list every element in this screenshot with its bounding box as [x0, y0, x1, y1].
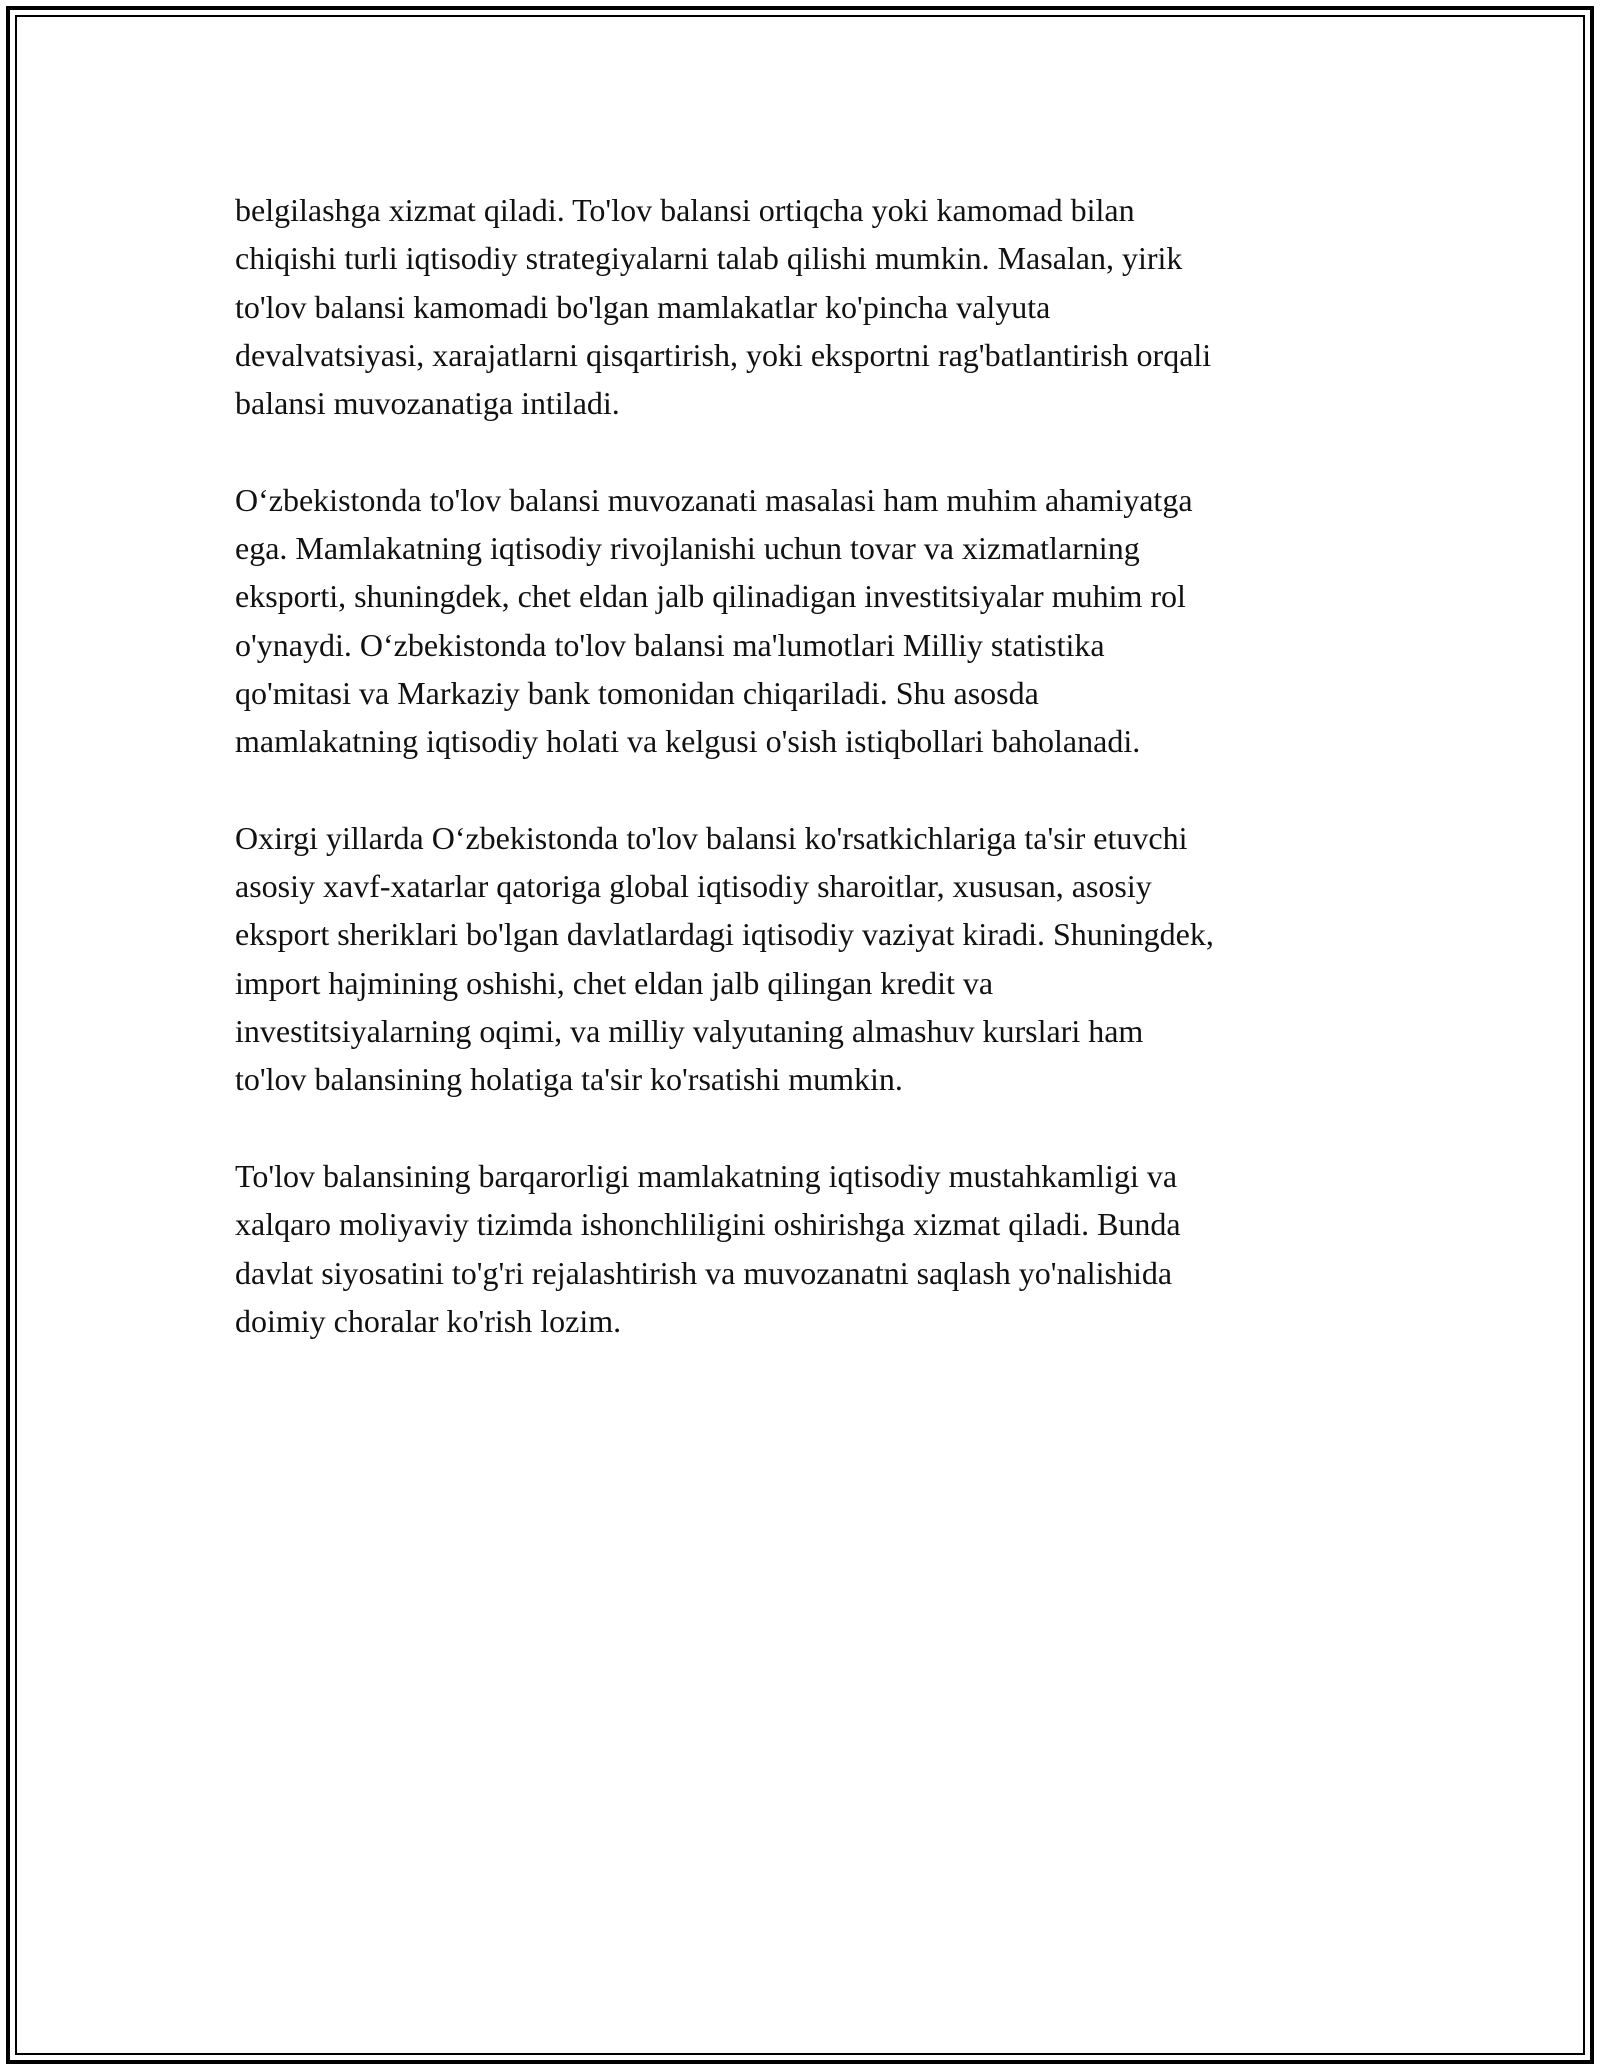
paragraph-3: Oxirgi yillarda O‘zbekistonda to'lov balansi ko'rsatkichlariga ta'sir etuvchi asosiy xavf-xatarlar qatoriga global iqtisodiy sharoitlar, xususan, asosiy eksport sheriklari bo'lgan davlatlardagi iqtisodiy vaziyat kiradi. Shuningdek, import hajmining oshishi, chet eldan jalb qilingan kredit va investitsiyalarning oqimi, va milliy valyutaning almashuv kurslari ham to'lov balansining holatiga ta'sir ko'rsatishi mumkin.: [235, 819, 1214, 1098]
paragraph-1: belgilashga xizmat qiladi. To'lov balansi ortiqcha yoki kamomad bilan chiqishi turli iqtisodiy strategiyalarni talab qilishi mumkin. Masalan, yirik to'lov balansi kamomadi bo'lgan mamlakatlar ko'pincha valyuta devalvatsiyasi, xarajatlarni qisqartirish, yoki eksportni rag'batlantirish orqali balansi muvozanatiga intiladi.: [235, 192, 1212, 422]
document-body: [235, 186, 1375, 1393]
paragraph-2: O‘zbekistonda to'lov balansi muvozanati masalasi ham muhim ahamiyatga ega. Mamlakatning iqtisodiy rivojlanishi uchun tovar va xizmatlarning eksporti, shuningdek, chet eldan jalb qilinadigan investitsiyalar muhim rol o'ynaydi. O‘zbekistonda to'lov balansi ma'lumotlari Milliy statistika qo'mitasi va Markaziy bank tomonidan chiqariladi. Shu asosda mamlakatning iqtisodiy holati va kelgusi o'sish istiqbollari baholanadi.: [235, 481, 1193, 760]
paragraph-4: To'lov balansining barqarorligi mamlakatning iqtisodiy mustahkamligi va xalqaro moliyaviy tizimda ishonchliligini oshirishga xizmat qiladi. Bunda davlat siyosatini to'g'ri rejalashtirish va muvozanatni saqlash yo'nalishida doimiy choralar ko'rish lozim.: [235, 1157, 1181, 1339]
